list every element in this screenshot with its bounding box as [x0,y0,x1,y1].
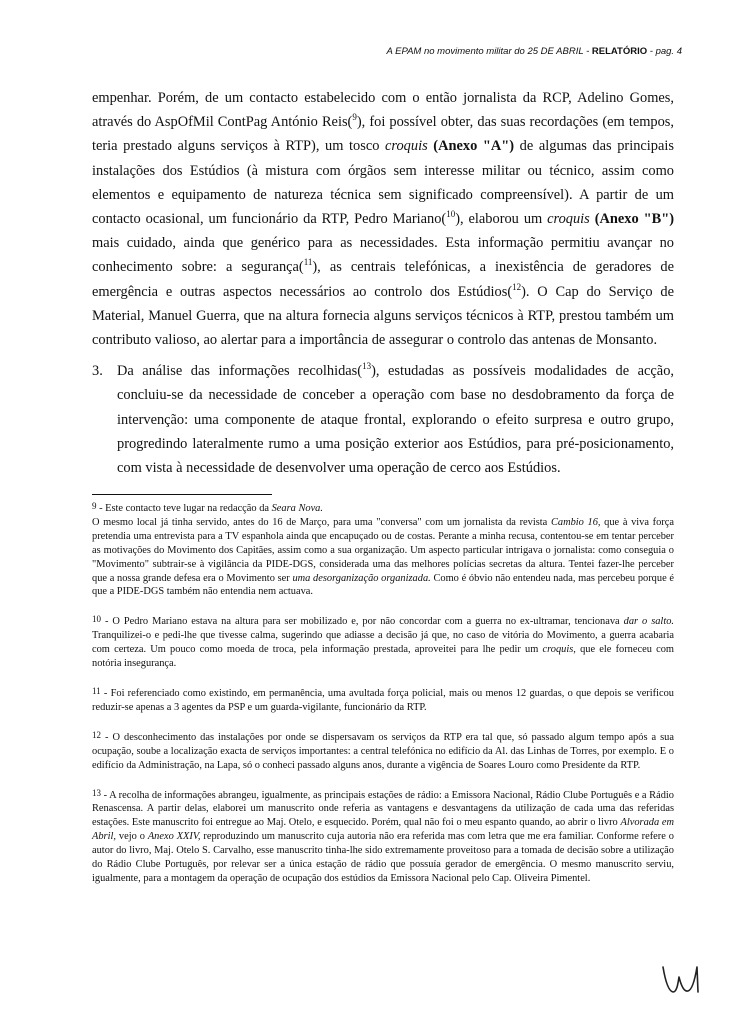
footnote-mark: 13 [92,787,101,798]
text-run-italic: Cambio 16, [550,516,601,528]
text-run-italic: Seara Nova. [271,503,323,514]
text-run: Como é óbvio não entendeu nada, mas percebeu porque é que a PIDE-DGS também não entendia nem actuava. [92,572,675,598]
text-run: vejo o [115,831,148,843]
text-run: Tranquilizei-o e pedi-lhe que tivesse calma, sugerindo que adiasse a decisão já que, no caso de vitória do Movimento, a guerra acabaria com certeza. Um pouco como moeda de troca, pela informação prestada, aproveitei para lhe pedir um [92,630,674,656]
footnote-10 [92,613,674,671]
text-run: - Foi referenciado como existindo, em permanência, uma avultada força policial, mais ou menos 12 guardas, o que depois se verificou reduzir-se apenas a 3 agentes da PSP e um guarda-vigilante, funcionário da RTP. [92,687,674,713]
paragraph-number: 3. [92,363,103,380]
handwritten-initial [659,961,701,997]
footnotes [92,500,674,900]
text-run: O mesmo local já tinha servido, antes do 16 de Março, para uma "conversa" com um jornalista da revista [92,516,551,528]
footnote-mark: 12 [92,729,101,740]
paragraph-3 [92,359,674,480]
text-run: que à viva força pretendia uma entrevista para a TV espanhola ainda que encapuçado ou de costas. Perante a minha recusa, contentou-se em tentar perceber as motivações do Movimento dos Capitães, assim como a sua organização. Um aspecto particular intrigava o jornalista: como conseguia o "Movimento" subtrair-se à vigilância da PIDE-DGS, considerada uma das melhores polícias secretas da altura. Tentei fazer-lhe perceber que a nossa grande defesa era o Movimento ser [92,516,674,584]
main-text [92,86,674,480]
text-run: de algumas das principais instalações dos Estúdios (à mistura com órgãos sem interesse militar ou técnico, assim como elementos e equipamento de natureza técnica sem significado compreensível). A partir de um contacto ocasional, um funcionário da RTP, Pedro Mariano( [92,138,674,228]
text-run-italic: croquis [385,138,428,155]
footnote-divider [92,494,272,495]
footnote-ref: 10 [446,209,456,220]
text-run: - O desconhecimento das instalações por onde se dispersavam os serviços da RTP era tal que, só passado algum tempo após a sua ocupação, soube a localização exacta de serviços importantes: a central telefónica no edifício da Al. das Linhas de Torres, por exemplo. E o edifício da Administração, na Lapa, só o conheci passado alguns anos, durante a vigência de Soares Louro como Presidente da RTP. [92,731,674,771]
header-context: A EPAM no movimento militar do 25 DE ABRIL - [386,46,592,57]
footnote-mark: 10 [92,614,101,625]
footnote-ref: 12 [512,281,522,292]
footnote-13 [92,787,674,886]
text-run: - O Pedro Mariano estava na altura para ser mobilizado e, por não concordar com a guerra no ex-ultramar, tencionava [101,616,624,628]
text-run-italic: dar o salto. [623,616,675,628]
footnote-ref: 9 [352,112,357,123]
text-run: reproduzindo um manuscrito cuja autoria não era referida mas com letra que me era familiar. Conforme refere o autor do livro, Maj. Otelo S. Carvalho, esse manuscrito tinha-lhe sido extremamente proveitoso para a tomada de decisão sobre a utilização do Rádio Clube Português, por relevar ser a única estação de rádio que possuía gerador de emergência. O mesmo manuscrito serviu, igualmente, para a montagem da operação de ocupação dos estúdios da Emissora Nacional pelo Cap. Oliveira Pimentel. [92,831,674,884]
paragraph-continuation [92,86,674,352]
text-run: Da análise das informações recolhidas( [117,363,363,380]
text-run: que ele forneceu com notória insegurança. [92,644,674,670]
page-header [387,46,683,57]
paragraph-3-text [92,359,674,480]
text-run: ), estudadas as possíveis modalidades de acção, concluiu-se da necessidade de conceber a operação com base no desdobramento da força de intervenção: uma componente de ataque frontal, explorando o efeito surpresa e outro grupo, progredindo lateralmente rumo a uma posição exterior aos Estúdios, para pré-posicionamento, com vista à necessidade de desenvolver uma operação de cerco aos Estúdios. [117,363,674,477]
text-run-italic: Anexo XXIV, [147,831,201,843]
text-run: - Este contacto teve lugar na redacção da [96,503,272,514]
text-run: - A recolha de informações abrangeu, igualmente, as principais estações de rádio: a Emissora Nacional, Rádio Clube Português e a Rádio Renascensa. A partir delas, elaborei um manuscrito onde referia as vantagens e desvantagens da utilização de cada uma das referidas estações. Este manuscrito foi entregue ao Maj. Otelo, e esquecido. Porém, qual não foi o meu espanto quando, ao abrir o livro [92,789,674,829]
text-run-italic: Alvorada em Abril, [92,817,674,843]
footnote-11 [92,685,674,715]
annex-ref: (Anexo "A") [433,138,515,155]
header-title: RELATÓRIO [591,46,648,57]
text-run: ), foi possível obter, das suas recordações (em tempos, teria prestado alguns serviços à RTP), um tosco [92,114,674,155]
text-run: ), as centrais telefónicas, a inexistência de geradores de emergência e outras aspectos necessários ao controlo dos Estúdios( [92,259,674,300]
footnote-mark: 11 [92,685,101,696]
text-run: mais cuidado, ainda que genérico para as necessidades. Esta informação permitiu avançar no conhecimento sobre: a segurança( [92,235,674,276]
text-run-italic: croquis [547,211,590,228]
footnote-12 [92,729,674,773]
page-number: - pag. 4 [647,46,682,57]
footnote-mark: 9 [92,501,97,511]
footnote-9 [92,500,674,599]
footnote-ref: 11 [303,257,313,268]
text-run: ), elaborou um [455,211,548,228]
text-run: empenhar. Porém, de um contacto estabelecido com o então jornalista da RCP, Adelino Gomes, através do AspOfMil ContPag António Reis( [92,90,674,131]
text-run-italic: uma desorganização organizada. [292,572,431,584]
text-run-italic: croquis, [542,644,576,656]
text-run: ). O Cap do Serviço de Material, Manuel Guerra, que na altura fornecia alguns serviços técnicos à RTP, prestou também um contributo valioso, ao alertar para a importância de assegurar o controlo das antenas de Monsanto. [92,283,674,349]
annex-ref: (Anexo "B") [589,211,674,228]
footnote-ref: 13 [362,361,372,372]
